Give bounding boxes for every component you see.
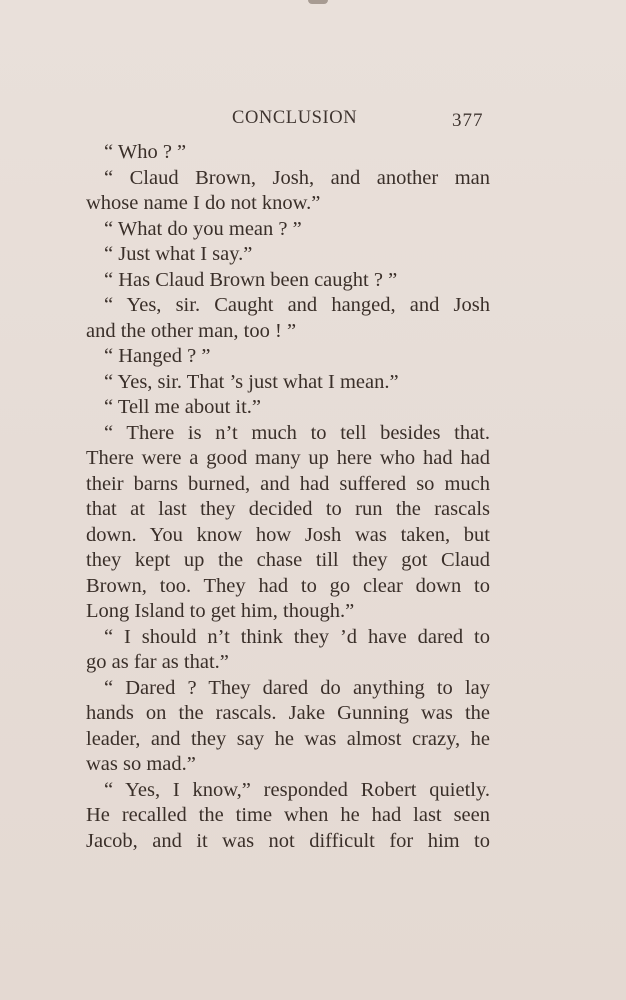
- text-line: “ Yes, sir. Caught and hanged, and Josh: [104, 294, 490, 316]
- text-line: was so mad.”: [86, 753, 196, 775]
- text-line: their barns burned, and had suffered so much: [86, 472, 490, 495]
- page-number: 377: [452, 110, 484, 131]
- text-line: “ Yes, sir. That ’s just what I mean.”: [104, 370, 399, 393]
- text-line: whose name I do not know.”: [86, 192, 321, 214]
- text-line: “ Hanged ? ”: [104, 345, 211, 367]
- text-line: “ I should n’t think they ’d have dared to: [104, 625, 490, 648]
- text-line: Long Island to get him, though.”: [86, 600, 355, 622]
- text-line: “ Dared ? They dared do anything to lay: [104, 676, 490, 699]
- text-line: He recalled the time when he had last seen: [86, 804, 490, 826]
- text-line: There were a good many up here who had had: [86, 447, 490, 469]
- text-line: that at last they decided to run the rascals: [86, 498, 490, 520]
- text-line: “ Yes, I know,” responded Robert quietly.: [104, 778, 490, 801]
- text-line: “ Tell me about it.”: [104, 396, 262, 418]
- text-line: “ Who ? ”: [104, 141, 187, 163]
- text-line: go as far as that.”: [86, 651, 229, 673]
- body-text: [86, 140, 490, 854]
- running-head-title: CONCLUSION: [232, 108, 358, 128]
- text-line: down. You know how Josh was taken, but: [86, 523, 490, 546]
- text-line: they kept up the chase till they got Claud: [86, 549, 490, 571]
- binding-mark: [308, 0, 328, 4]
- text-line: Jacob, and it was not difficult for him to: [86, 829, 490, 852]
- text-line: “ Has Claud Brown been caught ? ”: [104, 268, 398, 291]
- text-line: Brown, too. They had to go clear down to: [86, 574, 490, 597]
- text-line: hands on the rascals. Jake Gunning was the: [86, 702, 490, 724]
- text-line: “ There is n’t much to tell besides that.: [104, 421, 490, 444]
- text-line: “ Claud Brown, Josh, and another man: [104, 166, 490, 189]
- text-line: and the other man, too ! ”: [86, 319, 297, 342]
- running-head: [0, 108, 626, 132]
- text-line: leader, and they say he was almost crazy, he: [86, 727, 490, 750]
- text-line: “ Just what I say.”: [104, 243, 253, 265]
- text-line: “ What do you mean ? ”: [104, 217, 302, 240]
